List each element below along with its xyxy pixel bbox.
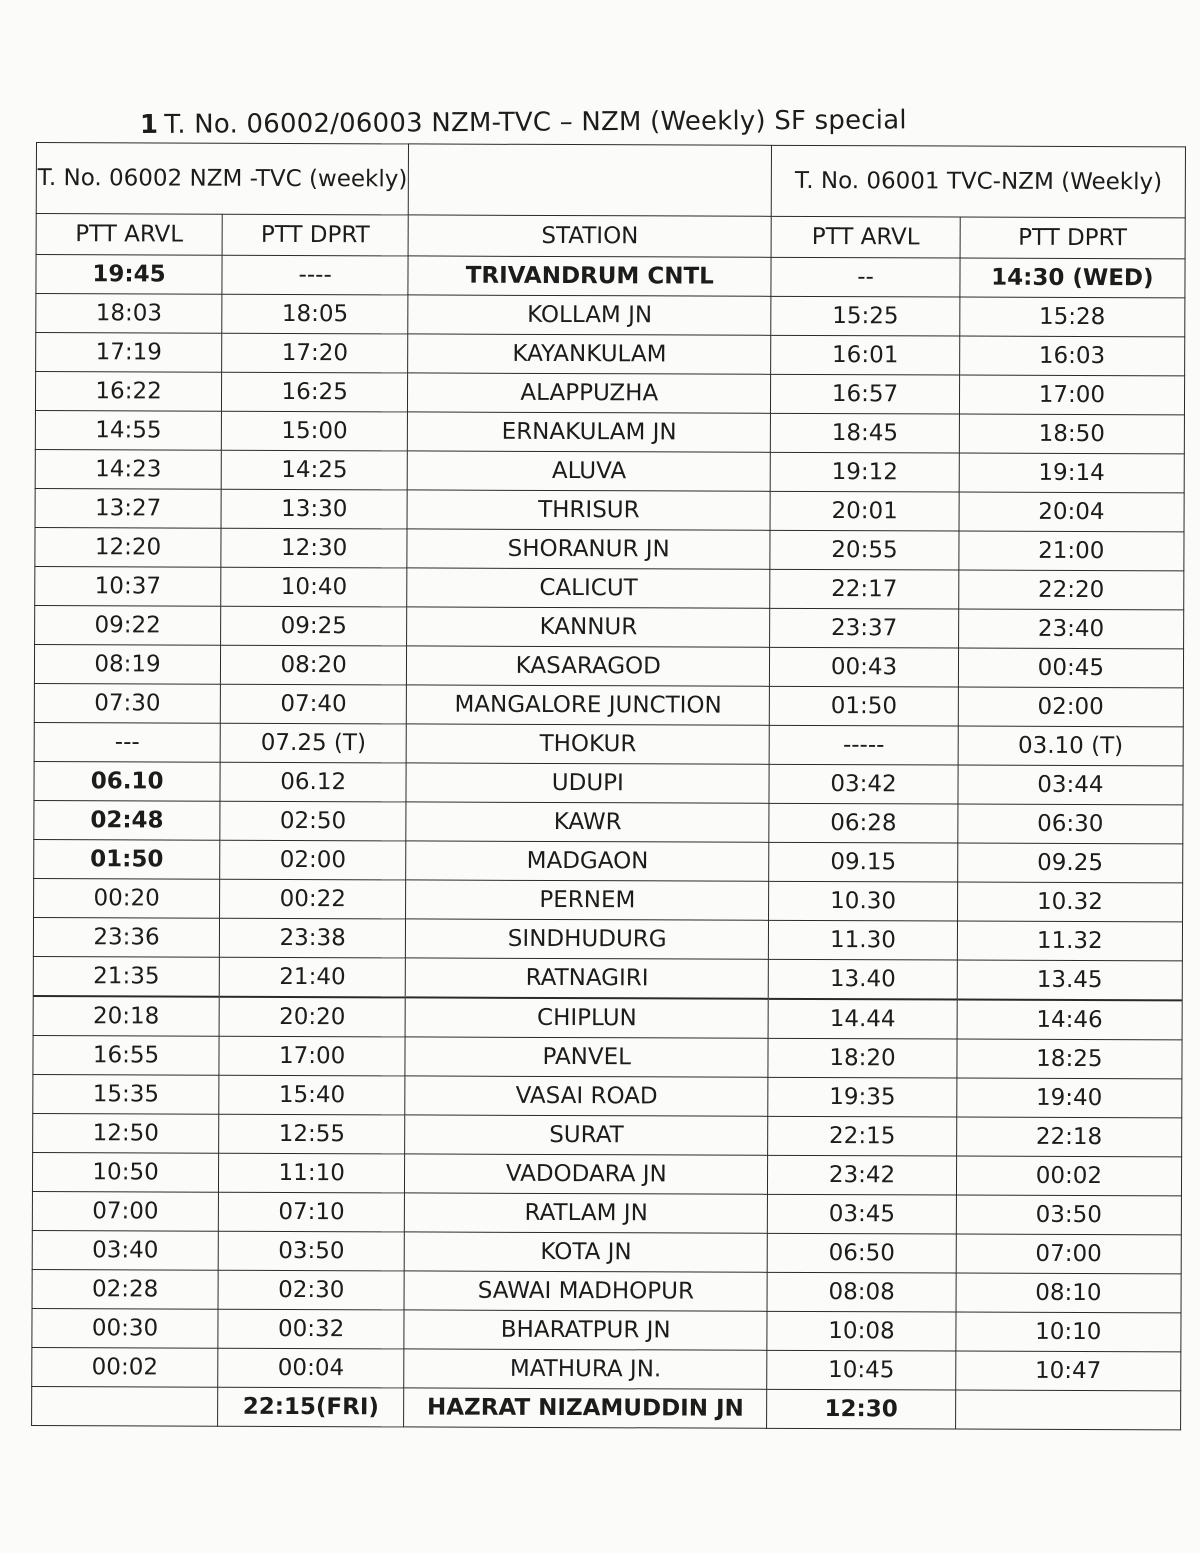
station-cell: MADGAON: [406, 841, 769, 881]
right-dprt-header: PTT DPRT: [960, 217, 1185, 259]
right-arrival-cell: 03:42: [769, 764, 958, 804]
table-row: [36, 333, 1185, 376]
left-arrival-cell: 23:36: [33, 917, 219, 957]
table-row: [33, 956, 1182, 1000]
right-departure-cell: 10.32: [957, 882, 1182, 922]
station-cell: VADODARA JN: [405, 1154, 768, 1194]
right-arrival-cell: 01:50: [770, 686, 959, 726]
table-row: [34, 683, 1183, 726]
table-row: [32, 1230, 1181, 1273]
right-arrival-cell: 20:01: [770, 491, 959, 531]
left-departure-cell: 18:05: [222, 294, 408, 334]
station-cell: RATLAM JN: [405, 1193, 768, 1233]
table-row: [34, 761, 1183, 804]
right-arrival-cell: 00:43: [770, 647, 959, 687]
left-departure-cell: 00:04: [218, 1348, 404, 1388]
table-row: [34, 722, 1183, 765]
right-departure-cell: 18:25: [957, 1039, 1182, 1079]
right-departure-cell: 18:50: [959, 414, 1184, 454]
left-departure-cell: 09:25: [221, 606, 407, 646]
right-departure-cell: 13.45: [957, 960, 1182, 1000]
table-row: [36, 255, 1185, 298]
station-cell: SINDHUDURG: [406, 919, 769, 959]
left-departure-cell: 10:40: [221, 567, 407, 607]
right-arrival-cell: 19:35: [768, 1077, 957, 1117]
station-cell: PERNEM: [406, 880, 769, 920]
station-cell: KAWR: [406, 802, 769, 842]
right-departure-cell: 22:18: [956, 1117, 1181, 1157]
right-arrival-cell: 23:42: [768, 1155, 957, 1195]
left-departure-cell: 12:30: [221, 528, 407, 568]
left-departure-cell: 06.12: [220, 762, 406, 802]
left-arvl-header: PTT ARVL: [36, 214, 222, 256]
left-dprt-header: PTT DPRT: [222, 214, 408, 256]
right-arrival-cell: 22:17: [770, 569, 959, 609]
table-row: [33, 1074, 1182, 1117]
station-cell: KAYANKULAM: [408, 334, 771, 374]
left-arrival-cell: 09:22: [35, 605, 221, 645]
timetable: [31, 142, 1186, 1430]
table-row: [33, 996, 1182, 1040]
table-row: [34, 800, 1183, 843]
table-row: [33, 1113, 1182, 1156]
station-cell: MANGALORE JUNCTION: [407, 685, 770, 725]
train-header-row: [36, 143, 1185, 218]
right-departure-cell: 16:03: [959, 336, 1184, 376]
right-arrival-cell: -----: [769, 725, 958, 765]
station-cell: KANNUR: [407, 607, 770, 647]
left-arrival-cell: 18:03: [36, 294, 222, 334]
left-departure-cell: 02:00: [220, 840, 406, 880]
left-arrival-cell: 06.10: [34, 761, 220, 801]
table-row: [32, 1308, 1181, 1351]
left-departure-cell: 00:32: [218, 1309, 404, 1349]
station-cell: UDUPI: [406, 763, 769, 803]
station-cell: ALAPPUZHA: [408, 373, 771, 413]
left-arrival-cell: 07:00: [32, 1191, 218, 1231]
table-row: [34, 839, 1183, 882]
left-departure-cell: 17:20: [222, 333, 408, 373]
table-row: [35, 372, 1184, 415]
left-departure-cell: 23:38: [219, 918, 405, 958]
right-arrival-cell: 22:15: [768, 1116, 957, 1156]
right-arrival-cell: 16:01: [771, 335, 960, 375]
table-row: [35, 410, 1184, 453]
right-departure-cell: 14:46: [957, 1000, 1182, 1040]
right-arrival-cell: 20:55: [770, 530, 959, 570]
table-row: [35, 449, 1184, 492]
station-cell: SURAT: [405, 1115, 768, 1155]
right-departure-cell: 09.25: [957, 843, 1182, 883]
right-departure-cell: 19:40: [957, 1078, 1182, 1118]
right-arrival-cell: 12:30: [767, 1389, 956, 1429]
right-arrival-cell: 19:12: [770, 452, 959, 492]
station-header: STATION: [408, 215, 771, 257]
left-arrival-cell: 12:20: [35, 527, 221, 567]
left-departure-cell: 12:55: [219, 1114, 405, 1154]
right-arrival-cell: 16:57: [771, 374, 960, 414]
left-arrival-cell: 08:19: [34, 644, 220, 684]
right-departure-cell: 07:00: [956, 1234, 1181, 1274]
page-title: [140, 105, 907, 140]
right-arrival-cell: 10:08: [767, 1311, 956, 1351]
right-arrival-cell: 23:37: [770, 608, 959, 648]
left-departure-cell: 03:50: [218, 1231, 404, 1271]
left-arrival-cell: 20:18: [33, 996, 219, 1036]
table-row: [35, 488, 1184, 531]
left-departure-cell: 17:00: [219, 1036, 405, 1076]
left-arrival-cell: 02:28: [32, 1269, 218, 1309]
left-departure-cell: 20:20: [219, 997, 405, 1037]
left-arrival-cell: 14:23: [35, 449, 221, 489]
left-arrival-cell: [32, 1386, 218, 1426]
left-departure-cell: 02:30: [218, 1270, 404, 1310]
station-cell: SHORANUR JN: [407, 529, 770, 569]
left-arrival-cell: 02:48: [34, 800, 220, 840]
left-arrival-cell: 10:37: [35, 566, 221, 606]
right-departure-cell: 10:47: [955, 1351, 1180, 1391]
left-arrival-cell: ---: [34, 722, 220, 762]
station-cell: VASAI ROAD: [405, 1076, 768, 1116]
station-cell: TRIVANDRUM CNTL: [408, 256, 771, 296]
right-arrival-cell: 06:28: [769, 803, 958, 843]
table-row: [32, 1347, 1181, 1390]
left-departure-cell: 07:40: [220, 684, 406, 724]
right-departure-cell: 20:04: [959, 492, 1184, 532]
left-arrival-cell: 15:35: [33, 1074, 219, 1114]
table-row: [33, 1035, 1182, 1078]
table-row: [35, 566, 1184, 609]
right-train-header: T. No. 06001 TVC-NZM (Weekly): [772, 145, 1186, 218]
right-arvl-header: PTT ARVL: [771, 216, 960, 258]
station-cell: THOKUR: [406, 724, 769, 764]
title-text: T. No. 06002/06003 NZM-TVC – NZM (Weekly) SF special: [164, 105, 907, 140]
page-number: 1: [139, 109, 159, 140]
left-departure-cell: 21:40: [219, 957, 405, 997]
right-departure-cell: 08:10: [956, 1273, 1181, 1313]
right-arrival-cell: --: [771, 257, 960, 297]
left-departure-cell: 07.25 (T): [220, 723, 406, 763]
station-cell: HAZRAT NIZAMUDDIN JN: [404, 1388, 767, 1428]
right-arrival-cell: 10:45: [767, 1350, 956, 1390]
left-train-header: T. No. 06002 NZM -TVC (weekly): [36, 143, 409, 215]
right-departure-cell: 06:30: [958, 804, 1183, 844]
right-arrival-cell: 15:25: [771, 296, 960, 336]
right-departure-cell: 00:45: [958, 648, 1183, 688]
station-cell: CALICUT: [407, 568, 770, 608]
right-departure-cell: 02:00: [958, 687, 1183, 727]
left-arrival-cell: 12:50: [33, 1113, 219, 1153]
left-arrival-cell: 00:02: [32, 1347, 218, 1387]
left-departure-cell: 16:25: [222, 372, 408, 412]
station-cell: KOLLAM JN: [408, 295, 771, 335]
column-header-row: [36, 214, 1185, 259]
right-departure-cell: 15:28: [960, 297, 1185, 337]
station-cell: KASARAGOD: [407, 646, 770, 686]
left-arrival-cell: 14:55: [35, 410, 221, 450]
left-departure-cell: ----: [222, 255, 408, 295]
right-arrival-cell: 11.30: [769, 920, 958, 960]
right-departure-cell: 22:20: [958, 570, 1183, 610]
station-cell: CHIPLUN: [405, 997, 768, 1038]
station-cell: BHARATPUR JN: [404, 1310, 767, 1350]
right-arrival-cell: 10.30: [769, 881, 958, 921]
right-departure-cell: 00:02: [956, 1156, 1181, 1196]
right-departure-cell: 11.32: [957, 921, 1182, 961]
table-row: [34, 878, 1183, 921]
right-arrival-cell: 18:45: [771, 413, 960, 453]
left-arrival-cell: 00:30: [32, 1308, 218, 1348]
right-arrival-cell: 18:20: [768, 1038, 957, 1078]
right-arrival-cell: 09.15: [769, 842, 958, 882]
center-header: [408, 144, 771, 216]
table-row: [33, 917, 1182, 960]
left-arrival-cell: 03:40: [32, 1230, 218, 1270]
left-departure-cell: 13:30: [221, 489, 407, 529]
table-row: [36, 294, 1185, 337]
left-departure-cell: 15:40: [219, 1075, 405, 1115]
left-arrival-cell: 16:55: [33, 1035, 219, 1075]
station-cell: KOTA JN: [404, 1232, 767, 1272]
station-cell: MATHURA JN.: [404, 1349, 767, 1389]
left-departure-cell: 11:10: [219, 1153, 405, 1193]
left-arrival-cell: 16:22: [35, 372, 221, 412]
left-departure-cell: 08:20: [221, 645, 407, 685]
table-row: [32, 1386, 1181, 1429]
table-row: [35, 527, 1184, 570]
right-departure-cell: 03.10 (T): [958, 726, 1183, 766]
left-arrival-cell: 01:50: [34, 839, 220, 879]
right-departure-cell: 03:50: [956, 1195, 1181, 1235]
left-arrival-cell: 10:50: [32, 1152, 218, 1192]
right-arrival-cell: 03:45: [768, 1194, 957, 1234]
right-arrival-cell: 13.40: [769, 959, 958, 999]
left-departure-cell: 02:50: [220, 801, 406, 841]
station-cell: ERNAKULAM JN: [408, 412, 771, 452]
right-departure-cell: 23:40: [958, 609, 1183, 649]
station-cell: ALUVA: [407, 451, 770, 491]
left-departure-cell: 22:15(FRI): [218, 1387, 404, 1427]
table-row: [32, 1152, 1181, 1195]
left-departure-cell: 15:00: [221, 411, 407, 451]
left-departure-cell: 14:25: [221, 450, 407, 490]
station-cell: SAWAI MADHOPUR: [404, 1271, 767, 1311]
table-row: [35, 605, 1184, 648]
station-cell: RATNAGIRI: [405, 958, 768, 999]
table-row: [32, 1191, 1181, 1234]
left-arrival-cell: 13:27: [35, 488, 221, 528]
left-departure-cell: 00:22: [220, 879, 406, 919]
station-cell: THRISUR: [407, 490, 770, 530]
right-departure-cell: 10:10: [956, 1312, 1181, 1352]
right-departure-cell: [955, 1390, 1180, 1430]
right-arrival-cell: 06:50: [767, 1233, 956, 1273]
table-row: [32, 1269, 1181, 1312]
right-departure-cell: 21:00: [959, 531, 1184, 571]
left-arrival-cell: 00:20: [34, 878, 220, 918]
left-arrival-cell: 07:30: [34, 683, 220, 723]
station-cell: PANVEL: [405, 1037, 768, 1077]
left-departure-cell: 07:10: [218, 1192, 404, 1232]
left-arrival-cell: 17:19: [36, 333, 222, 373]
right-arrival-cell: 14.44: [768, 999, 957, 1039]
right-departure-cell: 17:00: [959, 375, 1184, 415]
right-departure-cell: 14:30 (WED): [960, 258, 1185, 298]
timetable-sheet: [31, 142, 1186, 1430]
table-row: [34, 644, 1183, 687]
left-arrival-cell: 21:35: [33, 956, 219, 996]
right-arrival-cell: 08:08: [767, 1272, 956, 1312]
right-departure-cell: 19:14: [959, 453, 1184, 493]
left-arrival-cell: 19:45: [36, 255, 222, 295]
right-departure-cell: 03:44: [958, 765, 1183, 805]
